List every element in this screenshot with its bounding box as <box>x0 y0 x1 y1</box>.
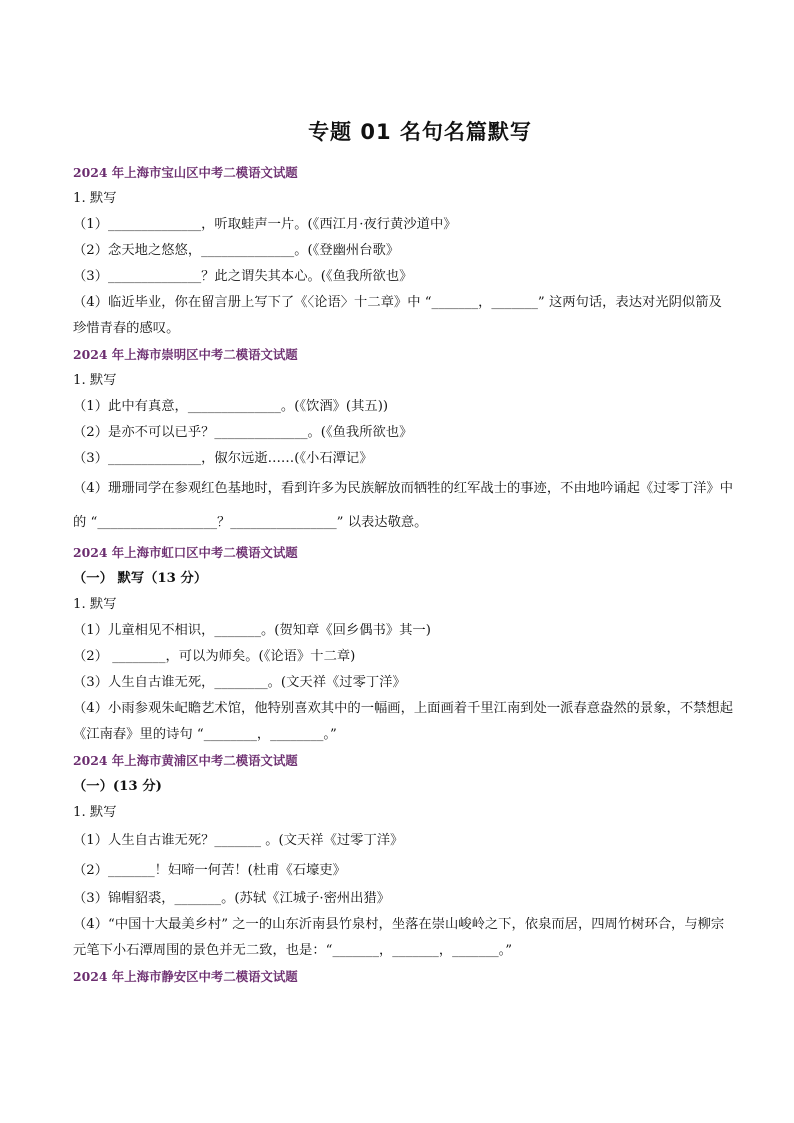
document-body <box>73 160 733 990</box>
question-item: （1）此中有真意，______________。(《饮酒》(其五)) <box>73 399 389 414</box>
question-item: （2）_______！妇啼一何苦！(杜甫《石壕吏》 <box>73 863 346 878</box>
exam-source-heading: 2024 年上海市虹口区中考二模语文试题 <box>73 545 298 560</box>
question-item: （3）______________，俶尔远逝……(《小石潭记》 <box>73 451 373 466</box>
question-item: （1）______________，听取蛙声一片。(《西江月·夜行黄沙道中》 <box>73 217 457 232</box>
question-item: （2） ________，可以为师矣。(《论语》十二章) <box>73 649 356 664</box>
question-item: （3）人生自古谁无死，________。(文天祥《过零丁洋》 <box>73 675 406 690</box>
part-heading: （一）(13 分) <box>73 779 162 794</box>
question-item: （2）念天地之悠悠，______________。(《登幽州台歌》 <box>73 243 400 258</box>
question-item: （4）“中国十大最美乡村” 之一的山东沂南县竹泉村，坐落在崇山峻岭之下，依泉而居，四周竹树环合，与柳宗元笔下小石潭周围的景色并无二致，也是：“_______，_______，_______。” <box>73 917 725 958</box>
question-number: 1. 默写 <box>73 373 117 388</box>
page-title: 专题 01 名句名篇默写 <box>308 120 532 144</box>
question-item: （2）是亦不可以已乎？______________。(《鱼我所欲也》 <box>73 425 413 440</box>
question-item: （4）小雨参观朱屺瞻艺术馆，他特别喜欢其中的一幅画，上面画着千里江南到处一派春意盎然的景象，不禁想起《江南春》里的诗句 “________，________。” <box>73 701 734 742</box>
exam-source-heading: 2024 年上海市崇明区中考二模语文试题 <box>73 347 298 362</box>
exam-source-heading: 2024 年上海市黄浦区中考二模语文试题 <box>73 753 298 768</box>
question-item: （1）人生自古谁无死？_______ 。(文天祥《过零丁洋》 <box>73 833 404 848</box>
question-number: 1. 默写 <box>73 805 117 820</box>
question-item: （1）儿童相见不相识，_______。(贺知章《回乡偶书》其一) <box>73 623 431 638</box>
exam-source-heading: 2024 年上海市静安区中考二模语文试题 <box>73 969 298 984</box>
question-item: （4）珊珊同学在参观红色基地时，看到许多为民族解放而牺牲的红军战士的事迹，不由地吟诵起《过零丁洋》中的 “__________________？________________” 以表达敬意。 <box>73 481 734 530</box>
exam-source-heading: 2024 年上海市宝山区中考二模语文试题 <box>73 165 298 180</box>
part-heading: （一） 默写（13 分） <box>73 571 208 586</box>
question-number: 1. 默写 <box>73 191 117 206</box>
question-item: （4）临近毕业，你在留言册上写下了《〈论语〉十二章》中 “_______，_______” 这两句话，表达对光阴似箭及珍惜青春的感叹。 <box>73 295 722 336</box>
question-item: （3）锦帽貂裘，_______。(苏轼《江城子·密州出猎》 <box>73 891 391 906</box>
question-number: 1. 默写 <box>73 597 117 612</box>
question-item: （3）______________？此之谓失其本心。(《鱼我所欲也》 <box>73 269 413 284</box>
